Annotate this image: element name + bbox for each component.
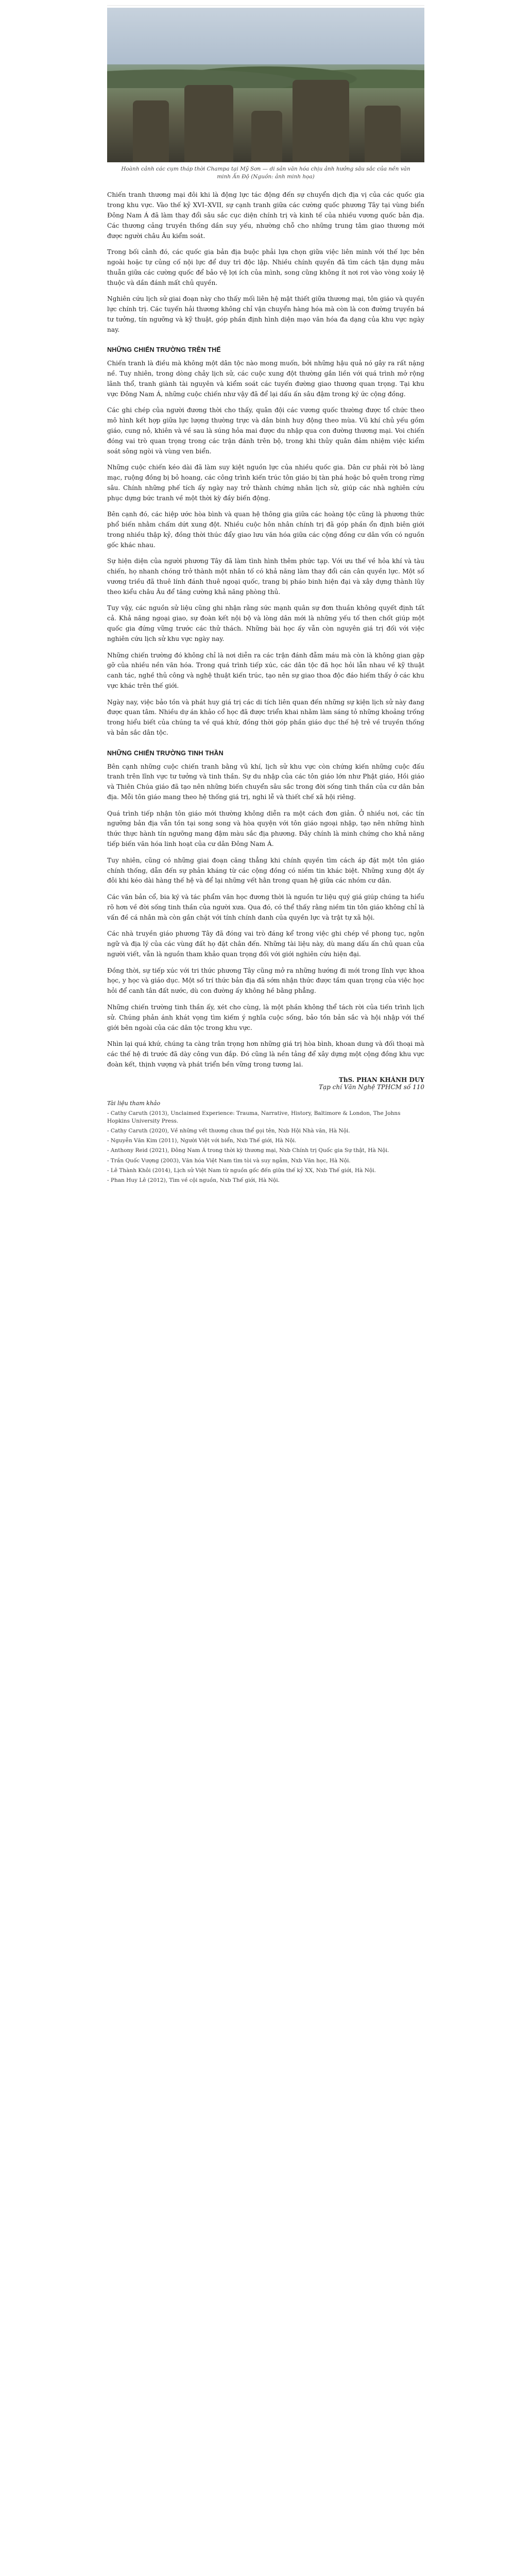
section-paragraph: Tuy vậy, các nguồn sử liệu cũng ghi nhận rằng sức mạnh quân sự đơn thuần không quyết định tất cả. Khả năng ngoại giao, sự đoàn kết nội bộ và lòng dân mới là những yếu tố then chốt giúp một quốc gia đứng vững trước các thử thách. Những bài học ấy vẫn còn nguyên giá trị đối với việc nghiên cứu lịch sử khu vực ngày nay. <box>107 604 424 642</box>
section-paragraph: Bên cạnh những cuộc chiến tranh bằng vũ khí, lịch sử khu vực còn chứng kiến những cuộc đấu tranh trên lĩnh vực tư tưởng và tinh thần. Sự du nhập của các tôn giáo lớn như Phật giáo, Hồi giáo và Thiên Chúa giáo đã tạo nên những biến chuyển sâu sắc trong đời sống tinh thần của cư dân bản địa. Mỗi tôn giáo mang theo hệ thống giá trị, nghi lễ và thiết chế xã hội riêng. <box>107 762 424 801</box>
intro-paragraph: Trong bối cảnh đó, các quốc gia bản địa buộc phải lựa chọn giữa việc liên minh với thế lực bên ngoài hoặc tự củng cố nội lực để duy trì độc lập. Nhiều chính quyền đã tìm cách tận dụng mâu thuẫn giữa các cường quốc để bảo vệ lợi ích của mình, song cũng không ít nơi rơi vào vòng xoáy lệ thuộc và dần đánh mất chủ quyền. <box>107 248 424 286</box>
section-paragraph: Quá trình tiếp nhận tôn giáo mới thường không diễn ra một cách đơn giản. Ở nhiều nơi, các tín ngưỡng bản địa vẫn tồn tại song song và hòa quyện với tôn giáo ngoại nhập, tạo nên những hình thức thực hành tín ngưỡng mang đậm màu sắc địa phương. Đây chính là minh chứng cho khả năng tiếp biến văn hóa linh hoạt của cư dân Đông Nam Á. <box>107 809 424 848</box>
author-name: ThS. PHAN KHÁNH DUY <box>338 1076 424 1083</box>
reference-item: - Lê Thành Khôi (2014), Lịch sử Việt Nam từ nguồn gốc đến giữa thế kỷ XX, Nxb Thế giới, Hà Nội. <box>107 1167 376 1174</box>
section-paragraph: Nhìn lại quá khứ, chúng ta càng trân trọng hơn những giá trị hòa bình, khoan dung và đối thoại mà các thế hệ đi trước đã dày công vun đắp. Đó cũng là nền tảng để xây dựng một cộng đồng khu vực đoàn kết, thịnh vượng và phát triển bền vững trong tương lai. <box>107 1040 424 1068</box>
reference-item: - Phan Huy Lê (2012), Tìm về cội nguồn, Nxb Thế giới, Hà Nội. <box>107 1177 280 1184</box>
section-paragraph: Chiến tranh là điều mà không một dân tộc nào mong muốn, bởi những hậu quả nó gây ra rất nặng nề. Tuy nhiên, trong dòng chảy lịch sử, các cuộc xung đột thường gắn liền với quá trình mở rộng lãnh thổ, tranh giành tài nguyên và kiểm soát các tuyến đường giao thương quan trọng. Tại khu vực Đông Nam Á, những cuộc chiến như vậy đã để lại dấu ấn sâu đậm trong ký ức cộng đồng. <box>107 360 424 398</box>
author-signature <box>107 1076 424 1091</box>
section-paragraph: Các nhà truyền giáo phương Tây đã đóng vai trò đáng kể trong việc ghi chép về phong tục, ngôn ngữ và địa lý của các vùng đất họ đặt chân đến. Những tài liệu này, dù mang dấu ấn chủ quan của người viết, vẫn là nguồn tham khảo quan trọng đối với giới nghiên cứu hiện đại. <box>107 930 424 958</box>
intro-paragraph: Chiến tranh thương mại đôi khi là động lực tác động đến sự chuyển dịch địa vị của các quốc gia trong khu vực. Vào thế kỷ XVI–XVII, sự cạnh tranh giữa các cường quốc phương Tây tại vùng biển Đông Nam Á đã làm thay đổi sâu sắc cục diện chính trị và kinh tế của nhiều vương quốc bản địa. Các thương cảng truyền thống dần suy yếu, nhường chỗ cho những trung tâm giao thương mới được người châu Âu kiểm soát. <box>107 191 424 240</box>
ruin-tower <box>365 106 401 162</box>
ruin-tower <box>133 100 169 162</box>
section-paragraph: Các văn bản cổ, bia ký và tác phẩm văn học đương thời là nguồn tư liệu quý giá giúp chúng ta hiểu rõ hơn về đời sống tinh thần của người xưa. Qua đó, có thể thấy rằng niềm tin tôn giáo không chỉ là vấn đề cá nhân mà còn gắn chặt với tính chính danh của quyền lực và trật tự xã hội. <box>107 893 424 921</box>
reference-item: - Anthony Reid (2021), Đông Nam Á trong thời kỳ thương mại, Nxb Chính trị Quốc gia Sự thật, Hà Nội. <box>107 1147 389 1154</box>
intro-paragraph: Nghiên cứu lịch sử giai đoạn này cho thấy mối liên hệ mật thiết giữa thương mại, tôn giáo và quyền lực chính trị. Các tuyến hải thương không chỉ vận chuyển hàng hóa mà còn là con đường truyền bá tư tưởng, tín ngưỡng và kỹ thuật, góp phần định hình diện mạo văn hóa đa dạng của khu vực ngày nay. <box>107 295 424 333</box>
reference-item: - Trần Quốc Vượng (2003), Văn hóa Việt Nam tìm tòi và suy ngẫm, Nxb Văn học, Hà Nội. <box>107 1157 351 1164</box>
author-affiliation: Tạp chí Văn Nghệ TPHCM số 110 <box>319 1083 424 1091</box>
reference-item: - Cathy Caruth (2020), Về những vết thương chưa thể gọi tên, Nxb Hội Nhà văn, Hà Nội. <box>107 1128 350 1134</box>
section-paragraph: Đồng thời, sự tiếp xúc với tri thức phương Tây cũng mở ra những hướng đi mới trong lĩnh vực khoa học, y học và giáo dục. Một số trí thức bản địa đã sớm nhận thức được tầm quan trọng của việc học hỏi để canh tân đất nước, dù con đường ấy không hề bằng phẳng. <box>107 967 424 995</box>
section-paragraph: Sự hiện diện của người phương Tây đã làm tình hình thêm phức tạp. Với ưu thế về hỏa khí và tàu chiến, họ nhanh chóng trở thành một nhân tố có khả năng làm thay đổi cán cân quyền lực. Một số vương triều đã thuê lính đánh thuê ngoại quốc, trang bị pháo binh hiện đại và xây dựng thành lũy theo kiểu châu Âu để tăng cường khả năng phòng thủ. <box>107 557 424 596</box>
ruin-tower <box>184 85 233 162</box>
article-content <box>107 0 424 1187</box>
section-paragraph: Những chiến trường tinh thần ấy, xét cho cùng, là một phần không thể tách rời của tiến trình lịch sử. Chúng phản ánh khát vọng tìm kiếm ý nghĩa cuộc sống, bảo tồn bản sắc và hội nhập với thế giới bên ngoài của các dân tộc trong khu vực. <box>107 1003 424 1031</box>
header-strip <box>107 0 424 6</box>
ruin-tower <box>251 111 282 162</box>
figure-sky <box>107 8 424 64</box>
ruin-tower <box>293 80 349 162</box>
article-figure-photo <box>107 8 424 162</box>
reference-item: - Nguyễn Văn Kim (2011), Người Việt với biển, Nxb Thế giới, Hà Nội. <box>107 1138 297 1144</box>
section-paragraph: Những cuộc chiến kéo dài đã làm suy kiệt nguồn lực của nhiều quốc gia. Dân cư phải rời bỏ làng mạc, ruộng đồng bị bỏ hoang, các công trình kiến trúc tôn giáo bị tàn phá hoặc bỏ quên trong rừng sâu. Chính những phế tích ấy ngày nay trở thành chứng nhân lịch sử, giúp các nhà nghiên cứu phục dựng bức tranh về một thời kỳ đầy biến động. <box>107 464 424 502</box>
section-paragraph: Tuy nhiên, cũng có những giai đoạn căng thẳng khi chính quyền tìm cách áp đặt một tôn giáo chính thống, dẫn đến sự phản kháng từ các cộng đồng có niềm tin khác biệt. Những xung đột ấy đôi khi kéo dài hàng thế hệ và để lại những vết hằn trong quan hệ giữa các nhóm cư dân. <box>107 856 424 885</box>
section-paragraph: Ngày nay, việc bảo tồn và phát huy giá trị các di tích liên quan đến những sự kiện lịch sử này đang được quan tâm. Nhiều dự án khảo cổ học đã được triển khai nhằm làm sáng tỏ những khoảng trống trong hiểu biết của chúng ta về quá khứ, đồng thời góp phần giáo dục thế hệ trẻ về truyền thống và bản sắc dân tộc. <box>107 698 424 736</box>
figure-ruins <box>128 75 404 162</box>
figure-caption: Hoành cảnh các cụm tháp thời Champa tại Mỹ Sơn — di sản văn hóa chịu ảnh hưởng sâu sắc của nền văn minh Ấn Độ (Nguồn: ảnh minh họa) <box>121 166 410 180</box>
references-title: Tài liệu tham khảo <box>107 1099 161 1107</box>
reference-item: - Cathy Caruth (2013), Unclaimed Experience: Trauma, Narrative, History, Baltimore & London, The Johns Hopkins University Press. <box>107 1110 401 1124</box>
section-paragraph: Những chiến trường đó không chỉ là nơi diễn ra các trận đánh đẫm máu mà còn là không gian gặp gỡ của nhiều nền văn hóa. Trong quá trình tiếp xúc, các dân tộc đã học hỏi lẫn nhau về kỹ thuật canh tác, nghề thủ công và nghệ thuật kiến trúc, tạo nên sự giao thoa độc đáo hiếm thấy ở các khu vực khác trên thế giới. <box>107 651 424 689</box>
section-heading: NHỮNG CHIẾN TRƯỜNG TINH THẦN <box>107 749 224 757</box>
section-heading: NHỮNG CHIẾN TRƯỜNG TRÊN THẾ <box>107 346 221 354</box>
section-paragraph: Bên cạnh đó, các hiệp ước hòa bình và quan hệ thông gia giữa các hoàng tộc cũng là phương thức phổ biến nhằm chấm dứt xung đột. Nhiều cuộc hôn nhân chính trị đã góp phần ổn định biên giới trong nhiều thập kỷ, đồng thời thúc đẩy giao lưu văn hóa giữa các cộng đồng cư dân vốn có nguồn gốc khác nhau. <box>107 511 424 549</box>
section-paragraph: Các ghi chép của người đương thời cho thấy, quân đội các vương quốc thường được tổ chức theo mô hình kết hợp giữa lực lượng thường trực và dân binh huy động theo mùa. Vũ khí chủ yếu gồm giáo, cung nỏ, khiên và về sau là súng hỏa mai được du nhập qua con đường thương mại. Voi chiến đóng vai trò quan trọng trong các trận đánh trên bộ, trong khi thủy quân đảm nhiệm việc kiểm soát sông ngòi và vùng ven biển. <box>107 406 424 455</box>
